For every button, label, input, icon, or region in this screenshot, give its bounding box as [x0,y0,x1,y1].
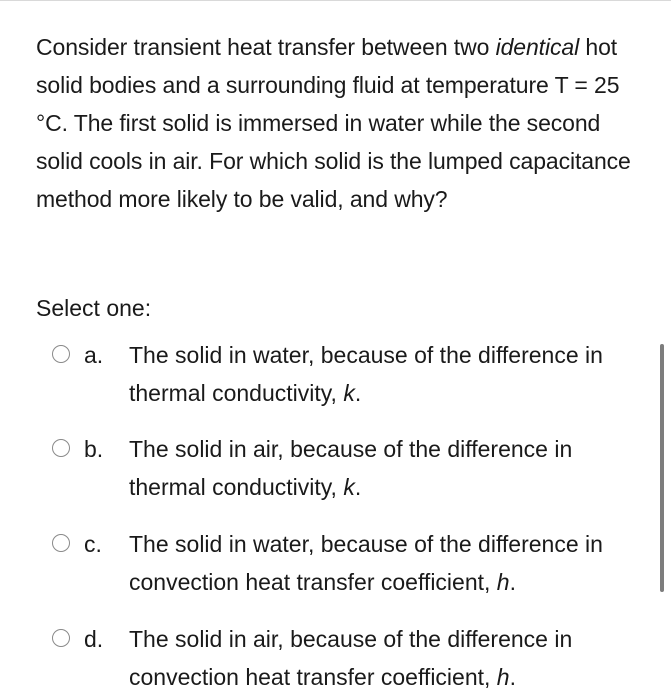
option-text-a [129,336,649,412]
scrollbar[interactable] [660,344,664,592]
question-part-1: Consider transient heat transfer between two [36,34,496,60]
option-text-c [129,525,649,601]
question-part-2: hot solid bodies and a surrounding fluid at temperature T = 25 °C. The first solid is immersed in water while the second solid cools in air. For which solid is the lumped capacitance method more likely to be valid, and why? [36,34,631,212]
option-text-b [129,430,649,506]
radio-button-c[interactable] [52,534,70,552]
option-text-d [129,620,649,696]
option-text-b-body: The solid in air, because of the difference in thermal conductivity, [129,436,573,500]
option-end-d: . [509,664,516,690]
option-letter-c: c. [84,531,102,557]
option-d[interactable] [52,620,652,700]
option-c[interactable] [52,525,652,605]
option-symbol-a: k [343,380,355,406]
option-symbol-d: h [496,664,510,690]
radio-button-a[interactable] [52,345,70,363]
top-divider [0,0,671,1]
option-text-c-body: The solid in water, because of the difference in convection heat transfer coefficient, [129,531,603,595]
option-text-a-body: The solid in water, because of the difference in thermal conductivity, [129,342,603,406]
option-letter-b: b. [84,436,104,462]
option-letter-a: a. [84,342,104,368]
option-end-b: . [354,474,362,500]
option-symbol-b: k [343,474,355,500]
option-letter-d: d. [84,626,104,652]
option-end-a: . [354,380,362,406]
option-text-d-body: The solid in air, because of the difference in convection heat transfer coefficient, [129,626,573,690]
option-b[interactable] [52,430,652,510]
radio-button-b[interactable] [52,439,70,457]
radio-button-d[interactable] [52,629,70,647]
question-emphasis: identical [495,34,580,60]
question-text [36,28,648,218]
option-end-c: . [509,569,516,595]
select-one-label: Select one: [36,295,152,321]
option-symbol-c: h [496,569,510,595]
option-a[interactable] [52,336,652,416]
